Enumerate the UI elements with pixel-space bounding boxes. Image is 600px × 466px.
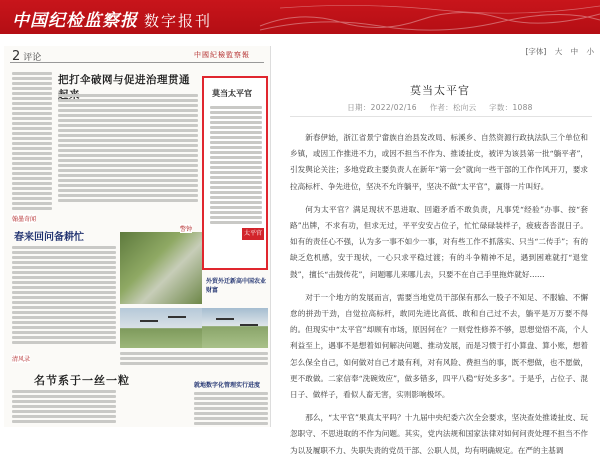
article-paragraph: 对于一个地方的发展而言，需要当地党员干部保有那么一股子不知足、不服输、不懈怠的拼劲干劲，自觉拉高标杆，敢同先进比高低、敢和自己过不去，躺平是万万要不得的。但现实中“太平官”却顾有市场，原因何在？一则党性修养不够，思想觉悟不高，个人利益至上，遇事不是想着如何解决问题、推动发展，而是习惯于打小算盘、算小账，想着怎么保全自己，如何做对自己才最有利，对有风险、费担当的事，既不想做，也不愿做，更不敢做。二家信奉“洗碗效应”，做多错多，四平八稳“好处多多”。于是乎，占位子、混日子、做样子，看似人畜无害，实则影响极坏。 (290, 292, 588, 400)
paper-subhead-trade[interactable]: 外贸外迁新高中国农业财富 (206, 278, 267, 294)
paper-photo-drone-2[interactable] (202, 308, 268, 348)
meta-author (430, 103, 477, 112)
date-label: 日期： (347, 103, 371, 112)
author-value: 松向云 (452, 103, 477, 112)
selected-article-highlight[interactable] (202, 76, 268, 270)
font-label: [字体] (525, 47, 547, 56)
frame-article-title: 莫当太平官 (212, 88, 252, 98)
date-value: 2022/02/16 (370, 103, 417, 112)
page-number: 2 (12, 49, 21, 64)
font-large-button[interactable]: 大 (554, 47, 563, 56)
article-panel (280, 46, 600, 455)
article-meta (280, 102, 600, 113)
logo-subtitle: 数字报刊 (144, 12, 213, 30)
drone-shape (240, 324, 258, 330)
article-title: 莫当太平官 (410, 84, 470, 97)
paper-photo-fields[interactable] (120, 232, 202, 304)
paper-headline-bottom[interactable]: 名节系于一丝一粒 (34, 374, 130, 387)
paper-masthead: 中國紀檢監察報 (194, 51, 250, 59)
paper-headline-lead[interactable]: 把打伞破网与促进治理贯通 (58, 74, 190, 86)
newspaper-page-view[interactable] (4, 46, 271, 427)
meta-words (489, 103, 533, 112)
text-column-bottom-left[interactable] (12, 390, 116, 425)
article-paragraph: 那么，“太平官”果真太平吗？十九届中央纪委六次全会要求，坚决查处推诿扯皮、玩忽职守、不思进取的不作为问题。其实，党内法规和国家法律对如何问责处理不担当不作为以及履职不力、失职失责的党员干部、公职人员，均有明确规定。在严的主基调 (290, 413, 588, 455)
drone-shape (168, 316, 186, 322)
text-column-drone[interactable] (120, 352, 268, 367)
text-column-spring[interactable] (12, 246, 116, 346)
paper-subhead-digital[interactable]: 就地数字化管理实行进度 (194, 382, 261, 389)
words-value: 1088 (512, 103, 533, 112)
meta-date (347, 103, 417, 112)
text-column-bottom-right[interactable] (194, 392, 268, 427)
masthead-rule (10, 62, 264, 63)
site-header-banner (0, 0, 600, 34)
paper-photo-drone-1[interactable] (120, 308, 202, 348)
logo-text: 中国纪检监察报 (12, 11, 138, 31)
page-section-name: 评论 (23, 53, 42, 63)
text-column-left-top[interactable] (12, 72, 52, 212)
frame-text-lines (210, 106, 262, 226)
font-size-toolbar (519, 46, 594, 57)
words-label: 字数： (489, 103, 513, 112)
paper-subhead-spring[interactable]: 春来回问备耕忙 (14, 232, 84, 243)
article-paragraph: 新春伊始，浙江省景宁畲族自治县发改局、标溪乡、自然资源行政执法队三个单位和乡镇，或因工作推进不力，或因不担当不作为、推诿扯皮，被评为该县第一批“躺平者”，引发舆论关注；多地党政主要负责人在新年“第一会”就向一些干部的工作作风开刀，要求拉高标杆、争先进位，坚决不允许躺平，坚决不做“太平官”，赢得一片叫好。 (290, 133, 588, 191)
frame-badge: 太平官 (242, 228, 264, 240)
article-paragraph: 何为太平官？满足现状不思进取、回避矛盾不敢负责，凡事凭“经验”办事、按“套路”出牌，不求有功，但求无过，平平安安占位子，忙忙碌碌装样子，疲疲沓沓混日子。如有的责任心不强，认为多一事不如少一事，对有些工作不抓落实、只当“二传手”；有的缺乏危机感，安于现状，一心只求平稳过渡；有的斗争精神不足，遇到困难就打“退堂鼓”，擅长“击鼓传花”，问题哪儿来哪儿去，只要不在自己手里拖炸就好…… (290, 204, 588, 279)
drone-shape (140, 320, 158, 326)
drone-shape (216, 318, 234, 324)
article-body (290, 130, 588, 466)
author-label: 作者： (429, 103, 453, 112)
section-tag: 翰墨奇闻 (12, 216, 37, 223)
section-tag: 清风录 (12, 356, 31, 363)
section-tag: 警钟 (180, 226, 193, 233)
text-column-lead[interactable] (58, 94, 198, 204)
site-logo[interactable] (12, 6, 213, 31)
font-medium-button[interactable]: 中 (570, 47, 579, 56)
font-small-button[interactable]: 小 (586, 47, 594, 56)
meta-divider (290, 116, 592, 117)
decorative-wave-pattern (260, 0, 600, 34)
